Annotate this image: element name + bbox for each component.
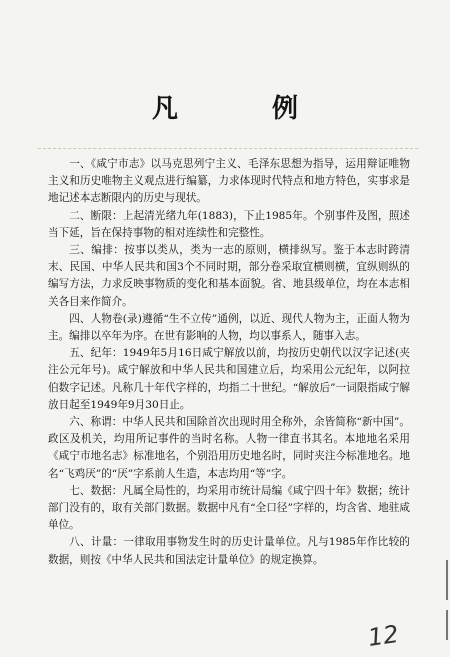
paragraph-2: 二、断限：上起清光绪九年(1883)，下止1985年。个别事件及图，照述当下延，旨在保持事物的相对连续性和完整性。 (48, 209, 410, 239)
body-text (48, 156, 410, 569)
paragraph-3: 三、编排：按事以类从，类为一志的原则，横排纵写。鉴于本志时跨清末、民国、中华人民共和国3个不同时期，部分卷采取宜横则横，宜纵则纵的编写方法，力求反映事物质的变化和基本面貌。省、地县级单位，均在本志相关各目来作简介。 (48, 244, 410, 308)
paragraph-7: 七、数据：凡属全局性的，均采用市统计局编《咸宁四十年》数据；统计部门没有的，取有关部门数据。数据中凡有“全口径”字样的，均含省、地驻咸单位。 (48, 484, 410, 532)
paragraph-4: 四、人物卷(录)遵循“生不立传”通例，以近、现代人物为主，正面人物为主。编排以卒年为序。在世有影响的人物，均以事系人，随事入志。 (48, 312, 410, 343)
scan-edge-mark (446, 560, 448, 600)
scan-edge-mark (446, 610, 448, 640)
page-title: 凡 例 (151, 94, 332, 124)
divider (38, 148, 418, 149)
paragraph-1: 一、《咸宁市志》以马克思列宁主义、毛泽东思想为指导，运用辩证唯物主义和历史唯物主义观点进行编纂，力求体现时代特点和地方特色，实事求是地记述本志断限内的历史与现状。 (48, 158, 410, 205)
paragraph-8: 八、计量：一律取用事物发生时的历史计量单位。凡与1985年作比较的数据，则按《中华人民共和国法定计量单位》的规定换算。 (48, 536, 410, 566)
paragraph-5: 五、纪年：1949年5月16日咸宁解放以前，均按历史朝代以汉字记述(夹注公元年号)。咸宁解放和中华人民共和国建立后，均采用公元纪年，以阿拉伯数字记述。凡称几十年代字样的，均指二十世纪。“解放后”一词限指咸宁解放日起至1949年9月30日止。 (48, 347, 410, 411)
handwritten-page-number: 12 (366, 620, 401, 652)
paragraph-6: 六、称谓：中华人民共和国除首次出现时用全称外，余皆简称“新中国”。政区及机关，均用所记事件的当时名称。人物一律直书其名。本地地名采用《咸宁市地名志》标准地名，个别沿用历史地名时，同时夹注今标准地名。地名“飞鸡厌”的“厌”字系前人生造，本志均用“等”字。 (48, 416, 410, 480)
